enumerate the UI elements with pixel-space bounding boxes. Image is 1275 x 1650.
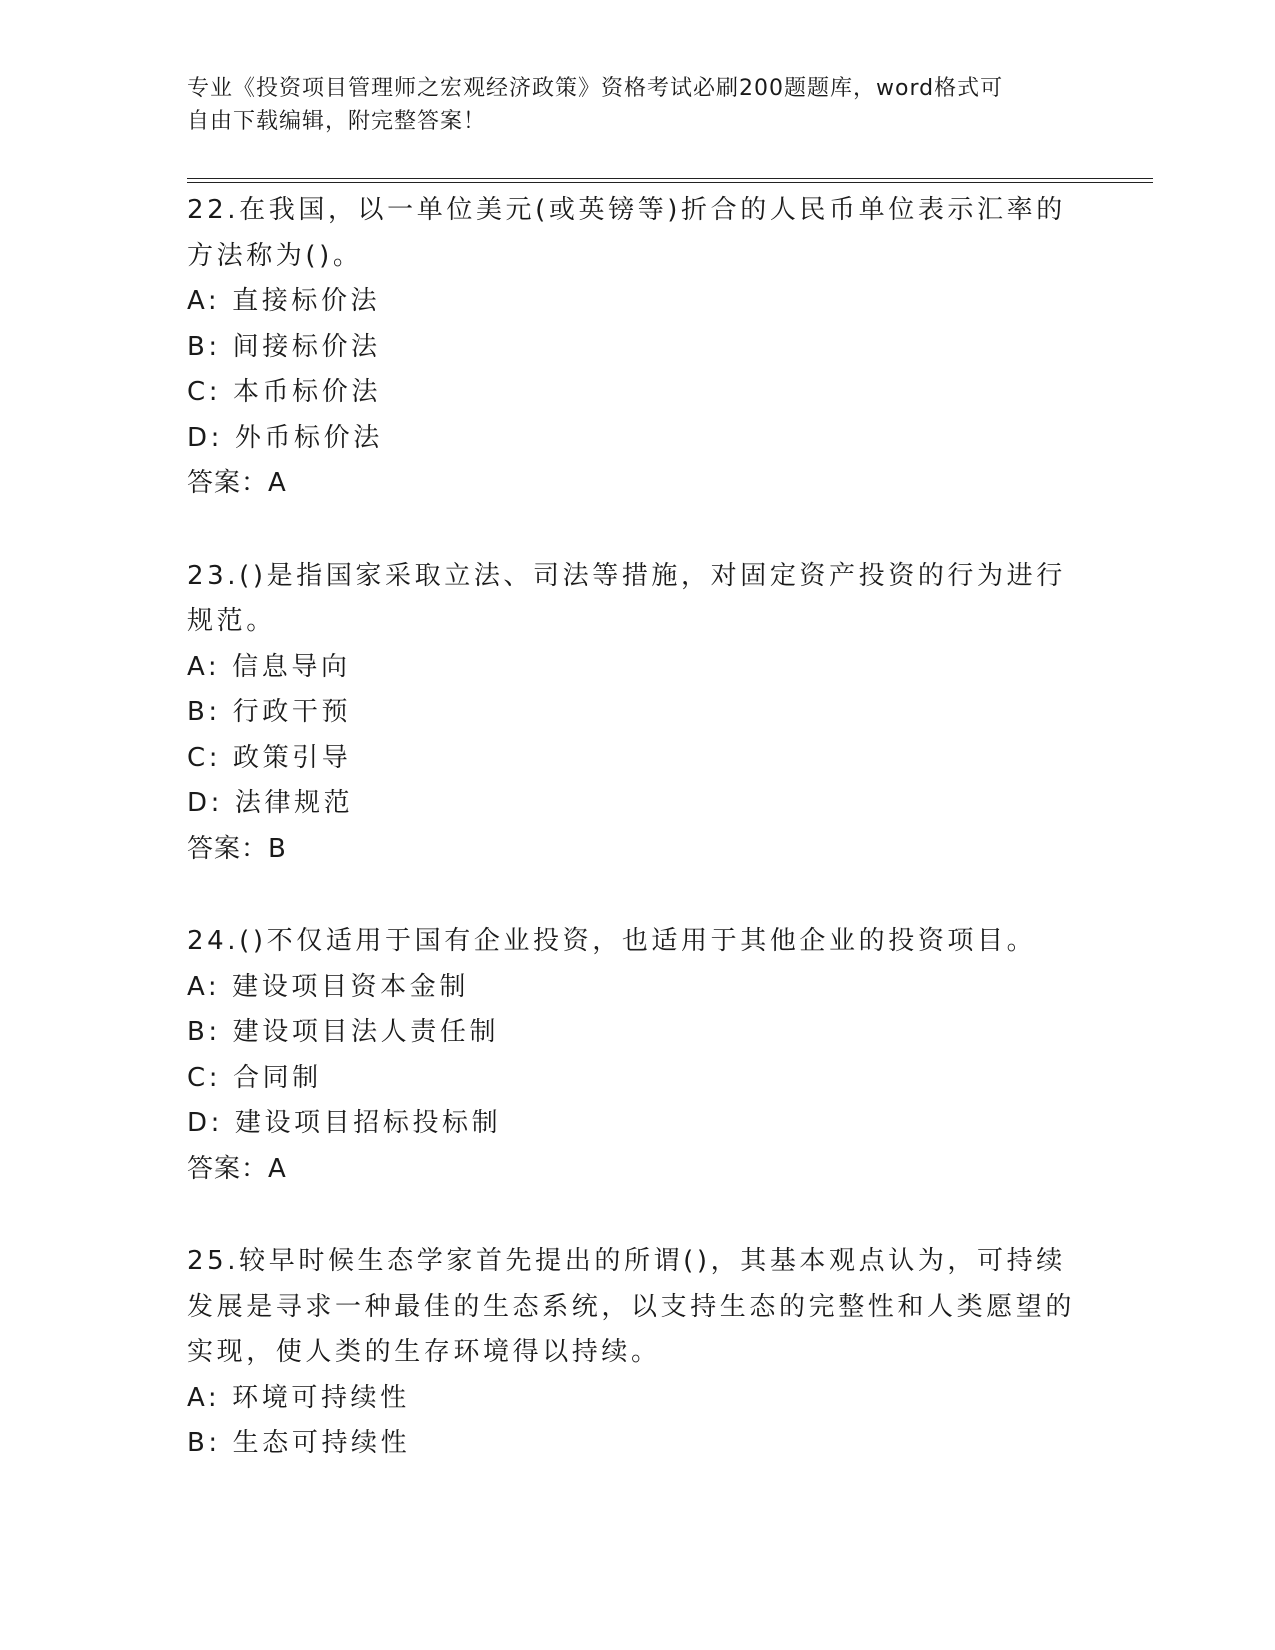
question-23: [187, 554, 1087, 873]
question-25: [187, 1239, 1087, 1467]
answer-line: 答案：A: [187, 468, 287, 498]
option-b: B: 行政干预: [187, 697, 352, 727]
question-stem: 24.()不仅适用于国有企业投资，也适用于其他企业的投资项目。: [187, 926, 1037, 956]
option-d: D: 建设项目招标投标制: [187, 1108, 502, 1138]
option-a: A: 信息导向: [187, 651, 351, 682]
spacer: [187, 507, 1087, 554]
spacer: [187, 872, 1087, 919]
question-stem: 25.较早时候生态学家首先提出的所谓()，其基本观点认为，可持续发展是寻求一种最佳的生态系统，以支持生态的完整性和人类愿望的实现，使人类的生存环境得以持续。: [187, 1246, 1076, 1367]
option-a: A: 建设项目资本金制: [187, 971, 469, 1002]
option-b: B: 建设项目法人责任制: [187, 1017, 500, 1047]
questions-list: [187, 188, 1087, 1467]
header-line-1: 专业《投资项目管理师之宏观经济政策》资格考试必刷200题题库，word格式可: [187, 76, 1004, 101]
header-line-2: 自由下载编辑，附完整答案！: [187, 109, 487, 134]
question-22: [187, 188, 1087, 507]
option-c: C: 政策引导: [187, 742, 352, 773]
option-c: C: 合同制: [187, 1062, 322, 1093]
option-a: A: 直接标价法: [187, 286, 381, 316]
question-stem: 22.在我国，以一单位美元(或英镑等)折合的人民币单位表示汇率的方法称为()。: [187, 195, 1066, 271]
option-d: D: 法律规范: [187, 788, 354, 818]
option-c: C: 本币标价法: [187, 377, 381, 407]
option-a: A: 环境可持续性: [187, 1382, 410, 1413]
question-stem: 23.()是指国家采取立法、司法等措施，对固定资产投资的行为进行规范。: [187, 560, 1066, 636]
header-divider: [187, 178, 1153, 183]
page-header: [187, 72, 1067, 138]
option-b: B: 间接标价法: [187, 331, 381, 362]
answer-line: 答案：A: [187, 1153, 287, 1184]
spacer: [187, 1192, 1087, 1239]
question-24: [187, 919, 1087, 1192]
answer-line: 答案：B: [187, 833, 287, 864]
option-d: D: 外币标价法: [187, 422, 383, 453]
option-b: B: 生态可持续性: [187, 1428, 411, 1458]
